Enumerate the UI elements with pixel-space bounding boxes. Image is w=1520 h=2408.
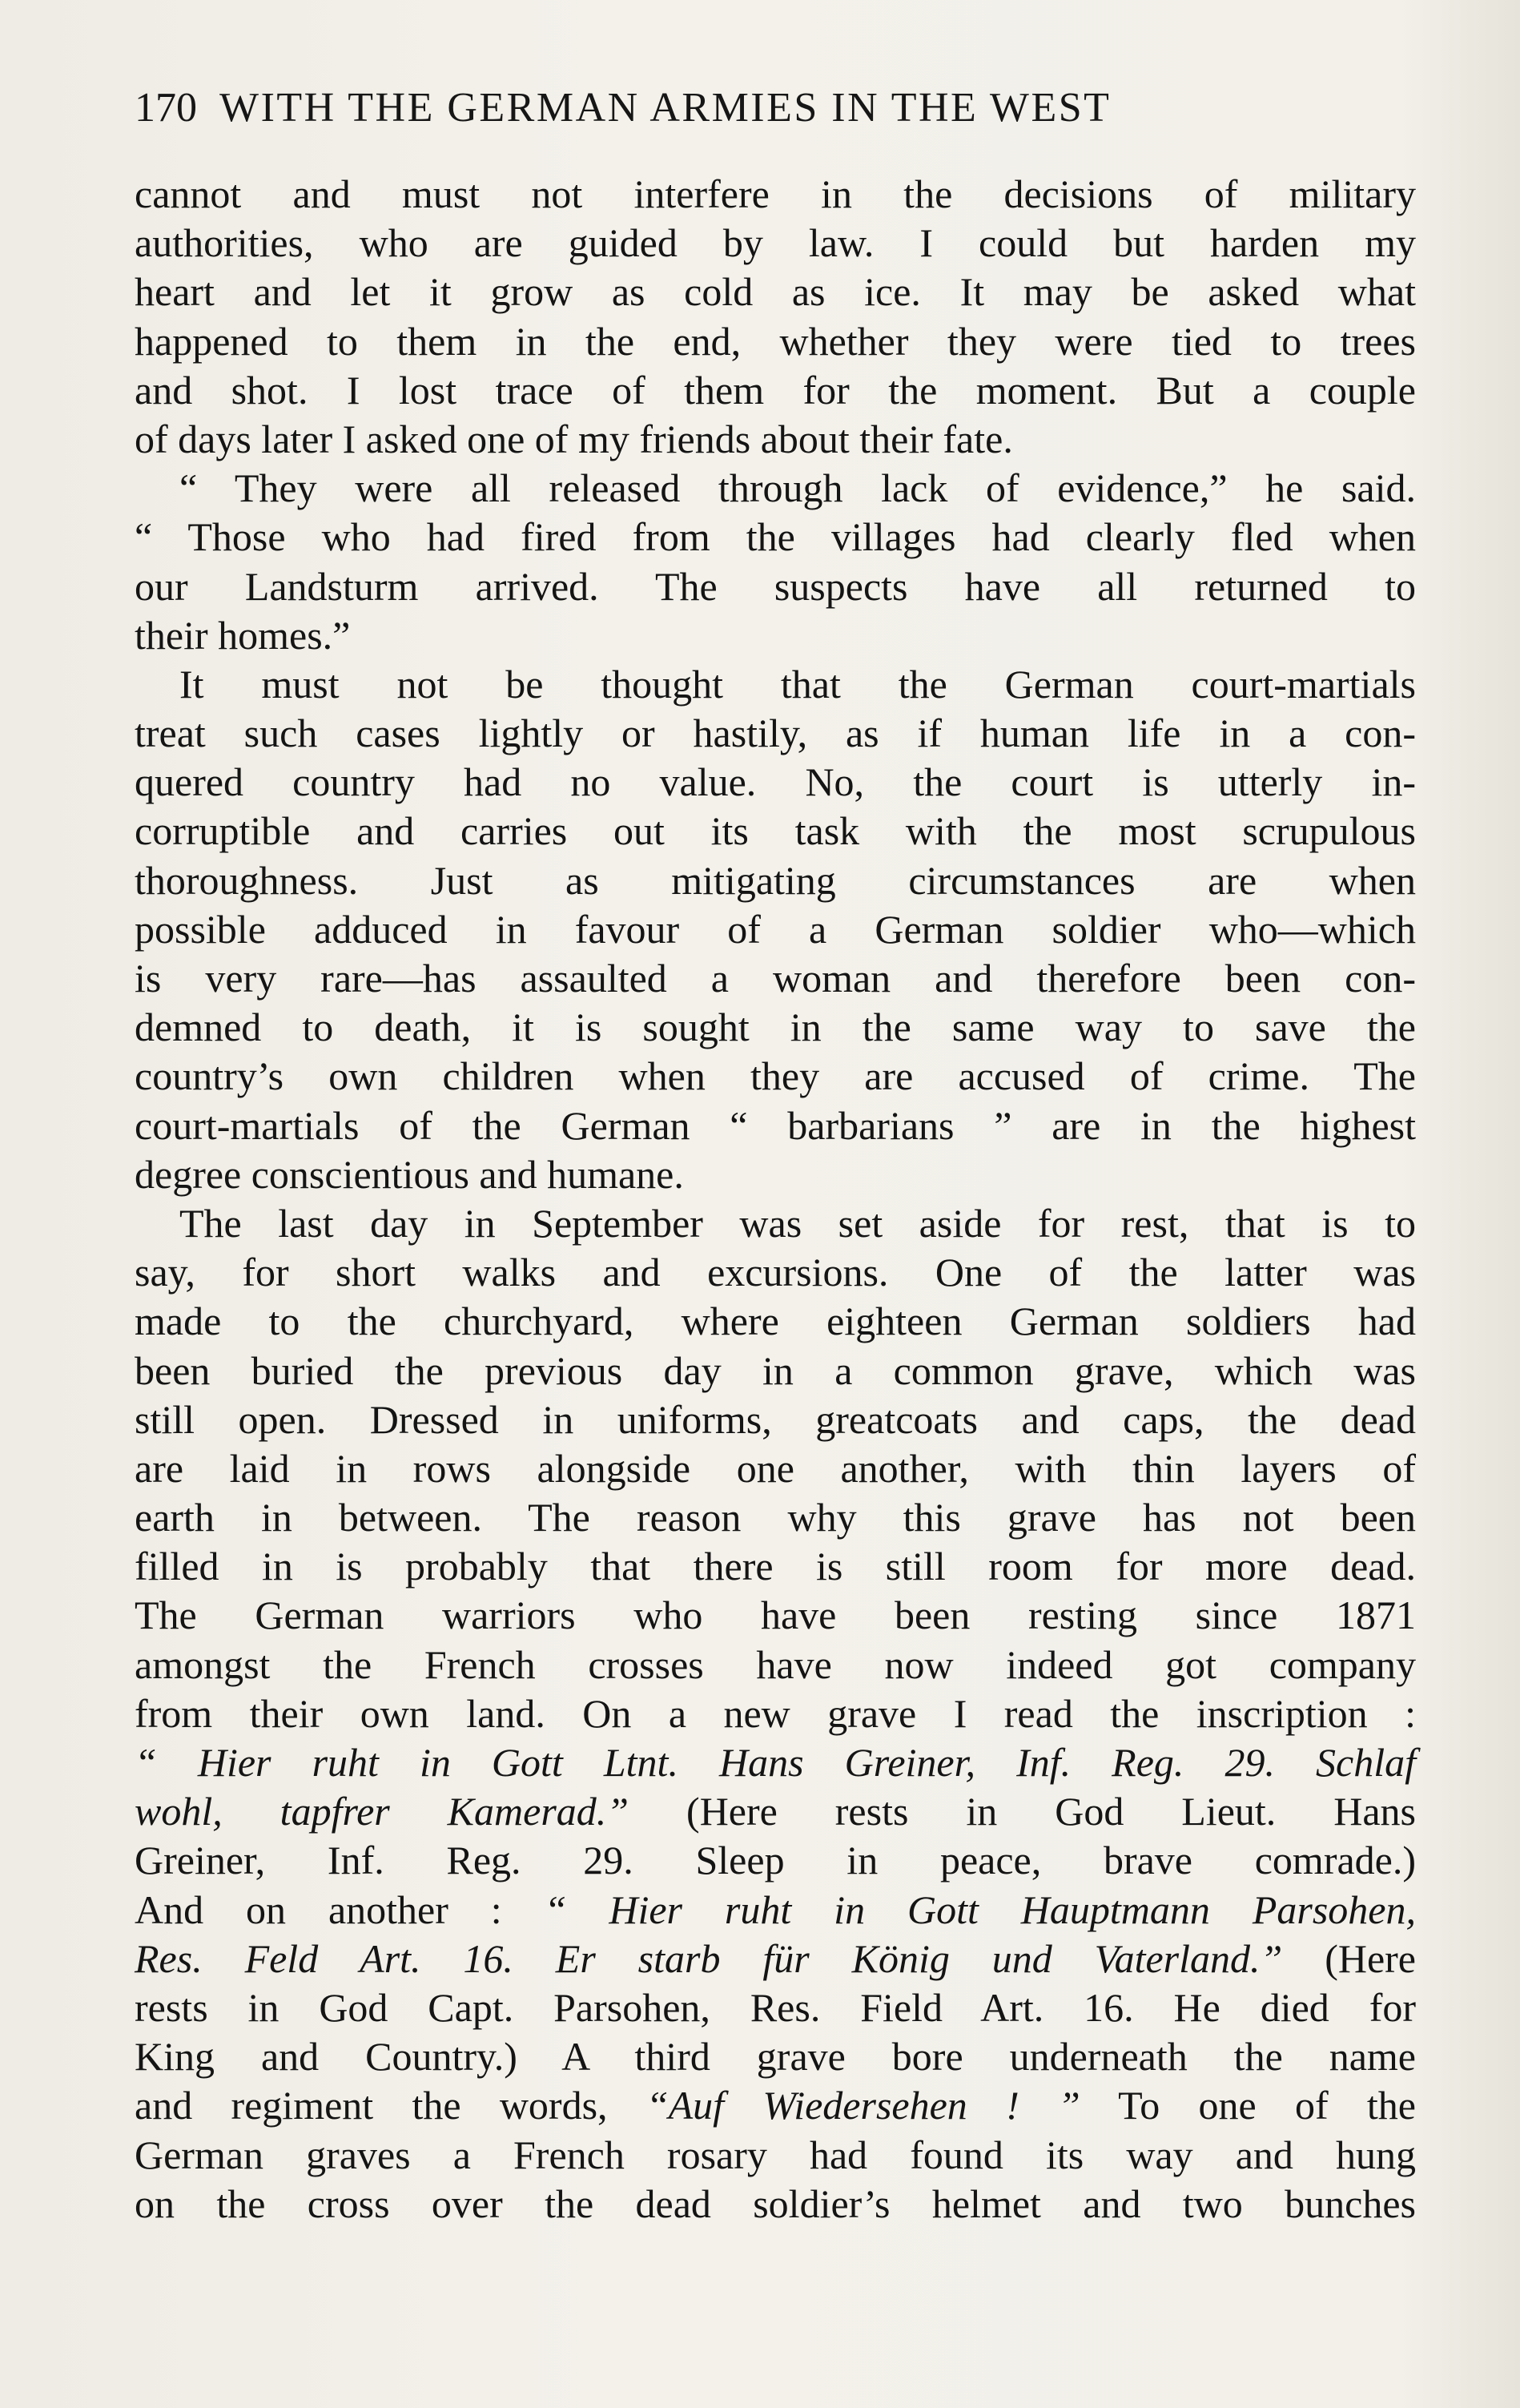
text-line: And on another : “ Hier ruht in Gott Hauptmann Parsohen, — [135, 1887, 1416, 1932]
text-line: corruptible and carries out its task with the most scrupulous — [135, 808, 1416, 854]
text-line: and shot. I lost trace of them for the moment. But a couple — [135, 367, 1416, 413]
text-line: rests in God Capt. Parsohen, Res. Field Art. 16. He died for — [135, 1984, 1416, 2030]
text-line: earth in between. The reason why this grave has not been — [135, 1495, 1416, 1540]
text-line: on the cross over the dead soldier’s helmet and two bunches — [135, 2180, 1416, 2226]
text-line: treat such cases lightly or hastily, as if human life in a con- — [135, 711, 1416, 756]
text-line: filled in is probably that there is still room for more dead. — [135, 1544, 1416, 1589]
text-line: made to the churchyard, where eighteen German soldiers had — [135, 1299, 1416, 1344]
text-line: of days later I asked one of my friends about their fate. — [135, 416, 1013, 461]
text-line: thoroughness. Just as mitigating circumstances are when — [135, 857, 1416, 903]
text-line: The last day in September was set aside for rest, that is to — [179, 1200, 1416, 1246]
text-line: our Landsturm arrived. The suspects have all returned to — [135, 563, 1416, 609]
text-line: “ Those who had fired from the villages had clearly fled when — [135, 514, 1416, 560]
text-line: cannot and must not interfere in the decisions of military — [135, 171, 1416, 216]
page-number: 170 — [135, 85, 197, 131]
text-line: wohl, tapfrer Kamerad.” (Here rests in God Lieut. Hans — [135, 1789, 1416, 1834]
text-line: say, for short walks and excursions. One of the latter was — [135, 1250, 1416, 1295]
text-line: court-martials of the German “ barbarians ” are in the highest — [135, 1102, 1416, 1148]
text-line: The German warriors who have been resting since 1871 — [135, 1593, 1416, 1638]
text-line: their homes.” — [135, 612, 351, 658]
text-line: country’s own children when they are accused of crime. The — [135, 1053, 1416, 1099]
text-line: “ Hier ruht in Gott Ltnt. Hans Greiner, Inf. Reg. 29. Schlaf — [135, 1740, 1416, 1785]
text-line: still open. Dressed in uniforms, greatcoats and caps, the dead — [135, 1396, 1416, 1442]
text-line: amongst the French crosses have now indeed got company — [135, 1641, 1416, 1687]
text-line: heart and let it grow as cold as ice. It may be asked what — [135, 269, 1416, 315]
text-line: is very rare—has assaulted a woman and therefore been con- — [135, 956, 1416, 1001]
text-line: possible adduced in favour of a German soldier who—which — [135, 906, 1416, 952]
text-line: happened to them in the end, whether they were tied to trees — [135, 318, 1416, 364]
text-line: been buried the previous day in a common grave, which was — [135, 1347, 1416, 1393]
text-line: King and Country.) A third grave bore underneath the name — [135, 2034, 1416, 2080]
text-line: from their own land. On a new grave I read the inscription : — [135, 1690, 1416, 1736]
text-line: Greiner, Inf. Reg. 29. Sleep in peace, brave comrade.) — [135, 1838, 1416, 1883]
text-line: demned to death, it is sought in the same way to save the — [135, 1005, 1416, 1050]
body-text — [135, 170, 1416, 2229]
text-line: and regiment the words, “Auf Wiedersehen ! ” To one of the — [135, 2083, 1416, 2128]
text-line: “ They were all released through lack of evidence,” he said. — [179, 465, 1416, 511]
text-line: It must not be thought that the German court-martials — [179, 661, 1416, 707]
text-line: Res. Feld Art. 16. Er starb für König und Vaterland.” (Here — [135, 1935, 1416, 1981]
text-line: German graves a French rosary had found its way and hung — [135, 2132, 1416, 2177]
running-head — [135, 80, 1336, 136]
text-line: are laid in rows alongside one another, with thin layers of — [135, 1445, 1416, 1491]
running-title: WITH THE GERMAN ARMIES IN THE WEST — [219, 85, 1112, 131]
text-line: degree conscientious and humane. — [135, 1151, 684, 1197]
text-line: quered country had no value. No, the court is utterly in- — [135, 759, 1416, 805]
text-line: authorities, who are guided by law. I could but harden my — [135, 220, 1416, 266]
